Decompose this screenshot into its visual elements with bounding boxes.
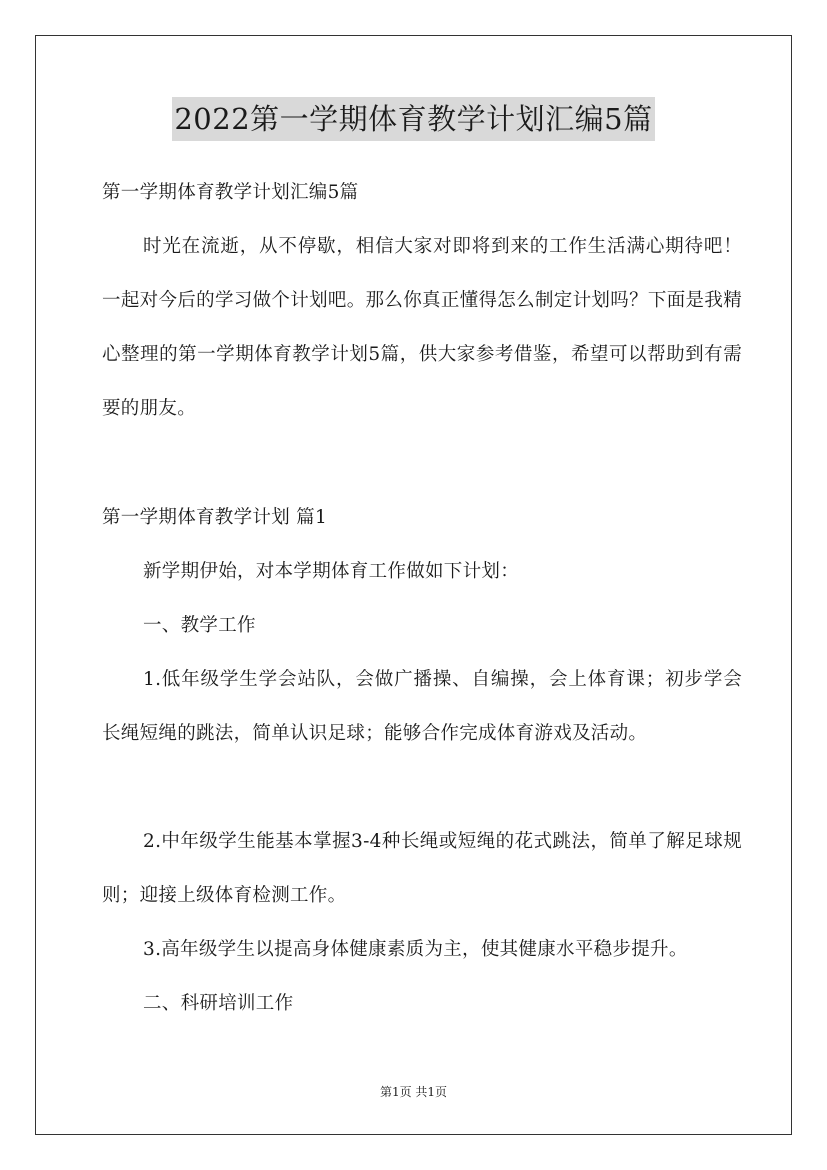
document-title: 2022第一学期体育教学计划汇编5篇 — [172, 97, 654, 141]
item-one-paragraph: 1.低年级学生学会站队，会做广播操、自编操，会上体育课；初步学会长绳短绳的跳法，简单认识足球；能够合作完成体育游戏及活动。 — [102, 669, 742, 744]
item-three-paragraph: 3.高年级学生以提高身体健康素质为主，使其健康水平稳步提升。 — [143, 939, 688, 960]
opening-paragraph: 新学期伊始，对本学期体育工作做如下计划： — [143, 561, 520, 582]
intro-paragraph: 时光在流逝，从不停歇，相信大家对即将到来的工作生活满心期待吧！一起对今后的学习做个计划吧。那么你真正懂得怎么制定计划吗？下面是我精心整理的第一学期体育教学计划5篇，供大家参考借鉴，希望可以帮助到有需要的朋友。 — [102, 236, 742, 419]
document-subtitle: 第一学期体育教学计划汇编5篇 — [102, 182, 359, 203]
heading-teaching-work: 一、教学工作 — [143, 615, 256, 636]
heading-research-training: 二、科研培训工作 — [143, 993, 294, 1014]
title-container — [0, 97, 827, 141]
section-heading: 第一学期体育教学计划 篇1 — [102, 507, 328, 528]
item-two-paragraph: 2.中年级学生能基本掌握3-4种长绳或短绳的花式跳法，简单了解足球规则；迎接上级体育检测工作。 — [102, 831, 742, 906]
page-footer: 第1页 共1页 — [379, 1085, 448, 1099]
